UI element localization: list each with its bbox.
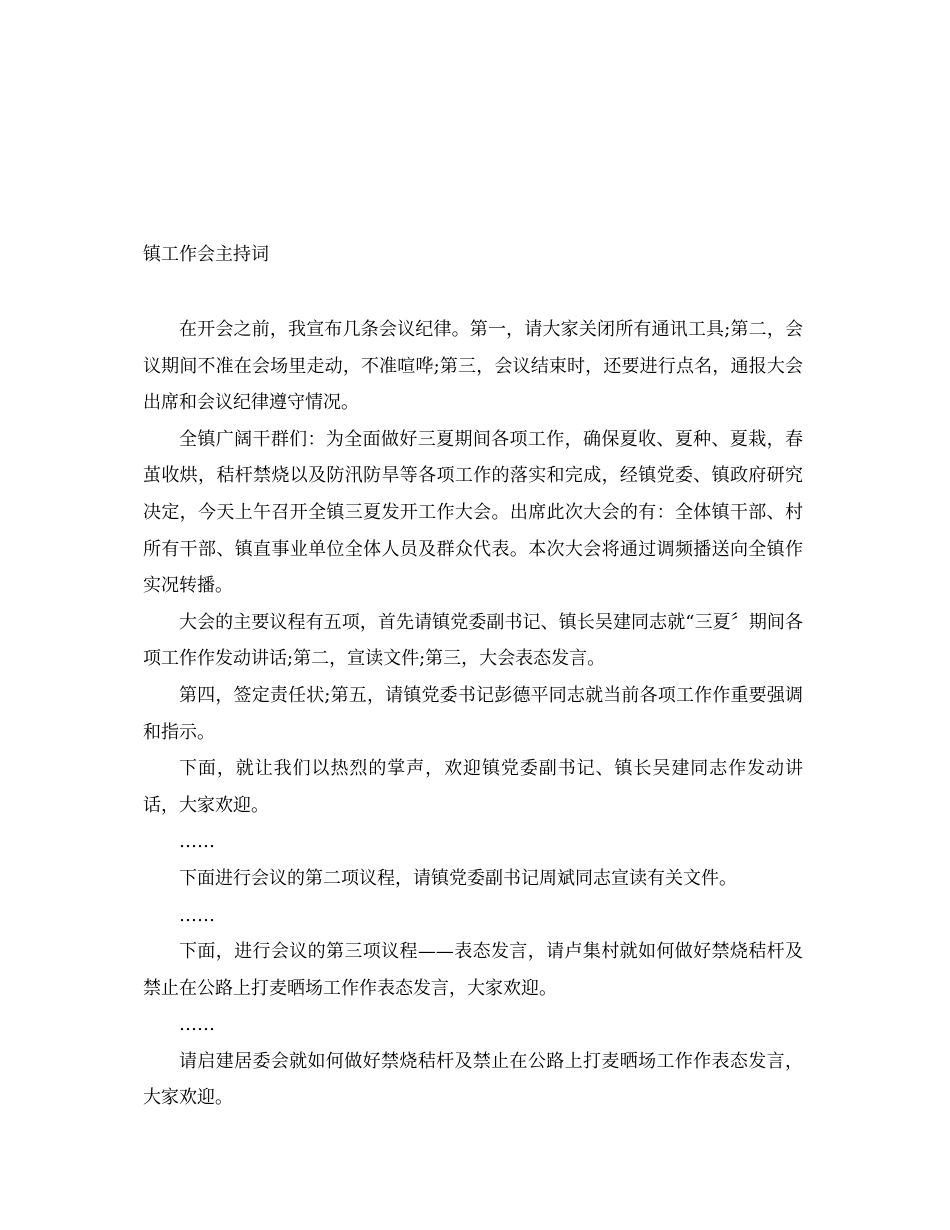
paragraph-meeting-rules: 在开会之前，我宣布几条会议纪律。第一，请大家关闭所有通讯工具;第二，会议期间不准在会场里走动，不准喧哗;第三，会议结束时，还要进行点名，通报大会出席和会议纪律遵守情况。 — [143, 319, 803, 414]
document-body — [143, 312, 803, 1117]
paragraph-second-item: 下面进行会议的第二项议程，请镇党委副书记周斌同志宣读有关文件。 — [179, 867, 737, 889]
paragraph-agenda-part-1: 大会的主要议程有五项，首先请镇党委副书记、镇长吴建同志就“三夏〞期间各项工作作发动讲话;第二，宣读文件;第三，大会表态发言。 — [143, 611, 803, 670]
paragraph-agenda-part-2: 第四，签定责任状;第五，请镇党委书记彭德平同志就当前各项工作作重要强调和指示。 — [143, 684, 803, 743]
ellipsis-2: …… — [179, 904, 215, 926]
document-title: 镇工作会主持词 — [143, 244, 269, 265]
paragraph-residents-committee: 请启建居委会就如何做好禁烧秸杆及禁止在公路上打麦晒场工作作表态发言，大家欢迎。 — [143, 1050, 803, 1109]
paragraph-third-item: 下面，进行会议的第三项议程——表态发言，请卢集村就如何做好禁烧秸杆及禁止在公路上打麦晒场工作作表态发言，大家欢迎。 — [143, 941, 803, 999]
ellipsis-3: …… — [179, 1014, 215, 1036]
paragraph-first-speech: 下面，就让我们以热烈的掌声，欢迎镇党委副书记、镇长吴建同志作发动讲话，大家欢迎。 — [143, 758, 803, 816]
ellipsis-1: …… — [179, 831, 215, 853]
paragraph-opening-address: 全镇广阔干群们：为全面做好三夏期间各项工作，确保夏收、夏种、夏栽，春茧收烘，秸杆禁烧以及防汛防旱等各项工作的落实和完成，经镇党委、镇政府研究决定，今天上午召开全镇三夏发开工作大会。出席此次大会的有：全体镇干部、村所有干部、镇直事业单位全体人员及群众代表。本次大会将通过调频播送向全镇作实况转播。 — [143, 428, 803, 597]
